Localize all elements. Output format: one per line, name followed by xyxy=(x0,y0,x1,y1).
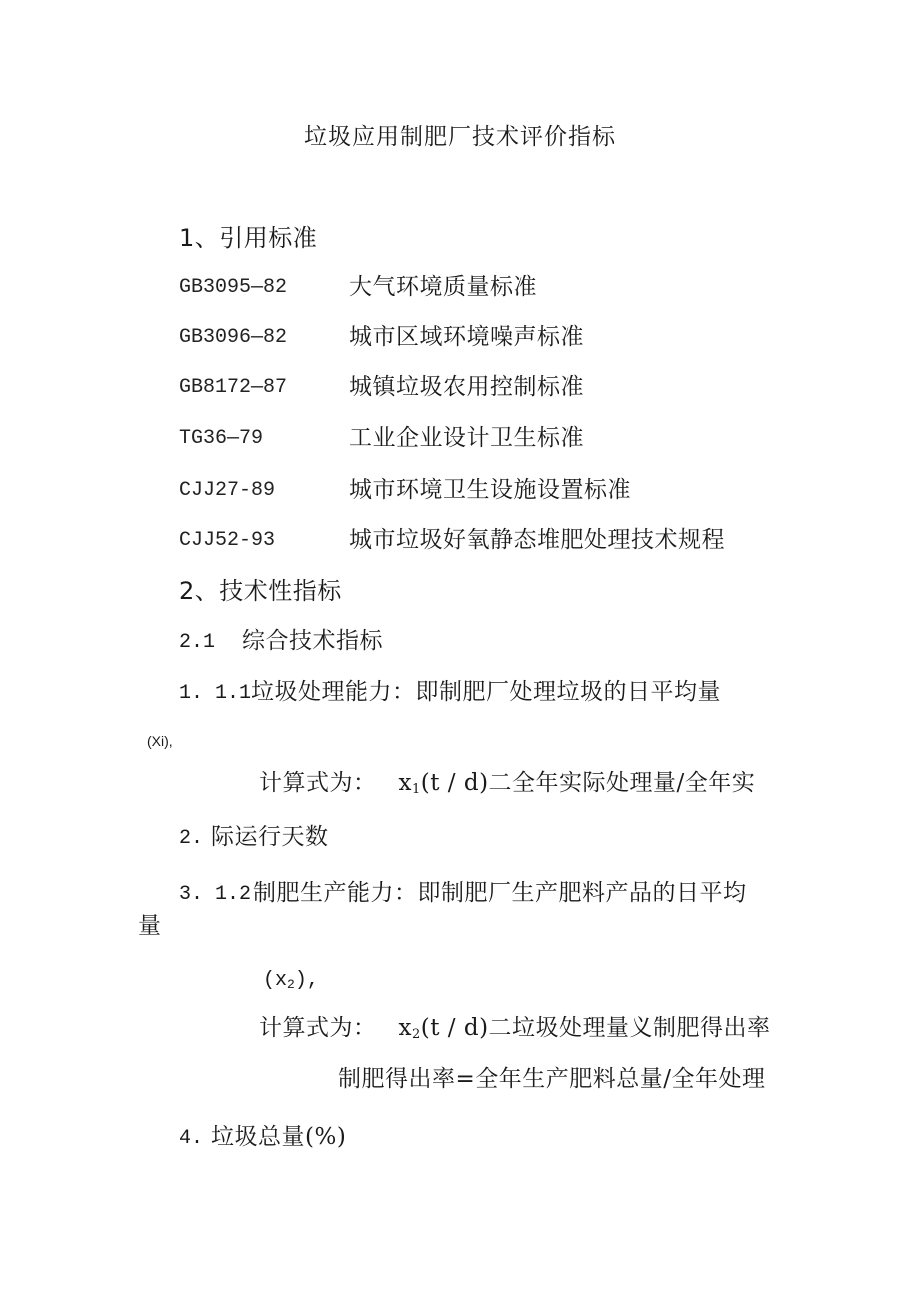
subsection-label: 综合技术指标 xyxy=(242,628,383,654)
item-number: 4. xyxy=(179,1127,204,1150)
formula-subscript: 2 xyxy=(411,1027,421,1042)
variable-close: ), xyxy=(294,969,319,992)
rate-formula: 制肥得出率=全年生产肥料总量/全年处理 xyxy=(338,1066,766,1092)
variable-note xyxy=(263,971,319,991)
formula-subscript: 1 xyxy=(411,782,421,797)
formula-body: (t / d)二全年实际处理量/全年实 xyxy=(420,770,756,796)
item-text: 际运行天数 xyxy=(211,824,329,850)
standard-name: 城市区域环境噪声标准 xyxy=(349,324,584,350)
item-number: 2. xyxy=(179,827,204,850)
standard-code: CJJ27-89 xyxy=(179,479,276,502)
section-2-heading: 2、技术性指标 xyxy=(179,577,342,605)
formula-line xyxy=(259,772,755,796)
formula-variable: x xyxy=(398,770,412,796)
item-text-wrap: 量 xyxy=(138,913,162,939)
standard-code: GB3095—82 xyxy=(179,276,288,299)
section-1-heading: 1、引用标准 xyxy=(179,224,318,252)
formula-line xyxy=(259,1017,771,1041)
variable-note: (Xi), xyxy=(147,733,173,749)
standard-code: TG36—79 xyxy=(179,427,264,450)
item-number: 1. 1.1 xyxy=(179,682,252,705)
variable-open: (x xyxy=(263,969,288,992)
formula-variable: x xyxy=(398,1015,412,1041)
item-number: 3. 1.2 xyxy=(179,883,252,906)
standard-name: 工业企业设计卫生标准 xyxy=(349,425,584,451)
standard-name: 城镇垃圾农用控制标准 xyxy=(349,374,584,400)
standard-name: 大气环境质量标准 xyxy=(349,274,537,300)
subsection-number: 2.1 xyxy=(179,631,216,654)
item-text: 垃圾总量(%) xyxy=(211,1124,347,1150)
standard-code: GB3096—82 xyxy=(179,326,288,349)
item-text: 制肥生产能力：即制肥厂生产肥料产品的日平均 xyxy=(253,880,747,906)
formula-prefix: 计算式为： xyxy=(259,770,377,796)
variable-subscript: 2 xyxy=(287,977,295,992)
formula-body: (t / d)二垃圾处理量义制肥得出率 xyxy=(420,1015,771,1041)
item-text: 垃圾处理能力：即制肥厂处理垃圾的日平均量 xyxy=(251,679,721,705)
standard-name: 城市环境卫生设施设置标准 xyxy=(349,477,631,503)
formula-prefix: 计算式为： xyxy=(259,1015,377,1041)
standard-code: GB8172—87 xyxy=(179,376,288,399)
standard-code: CJJ52-93 xyxy=(179,529,276,552)
standard-name: 城市垃圾好氧静态堆肥处理技术规程 xyxy=(349,527,725,553)
page-title: 垃圾应用制肥厂技术评价指标 xyxy=(304,124,616,150)
